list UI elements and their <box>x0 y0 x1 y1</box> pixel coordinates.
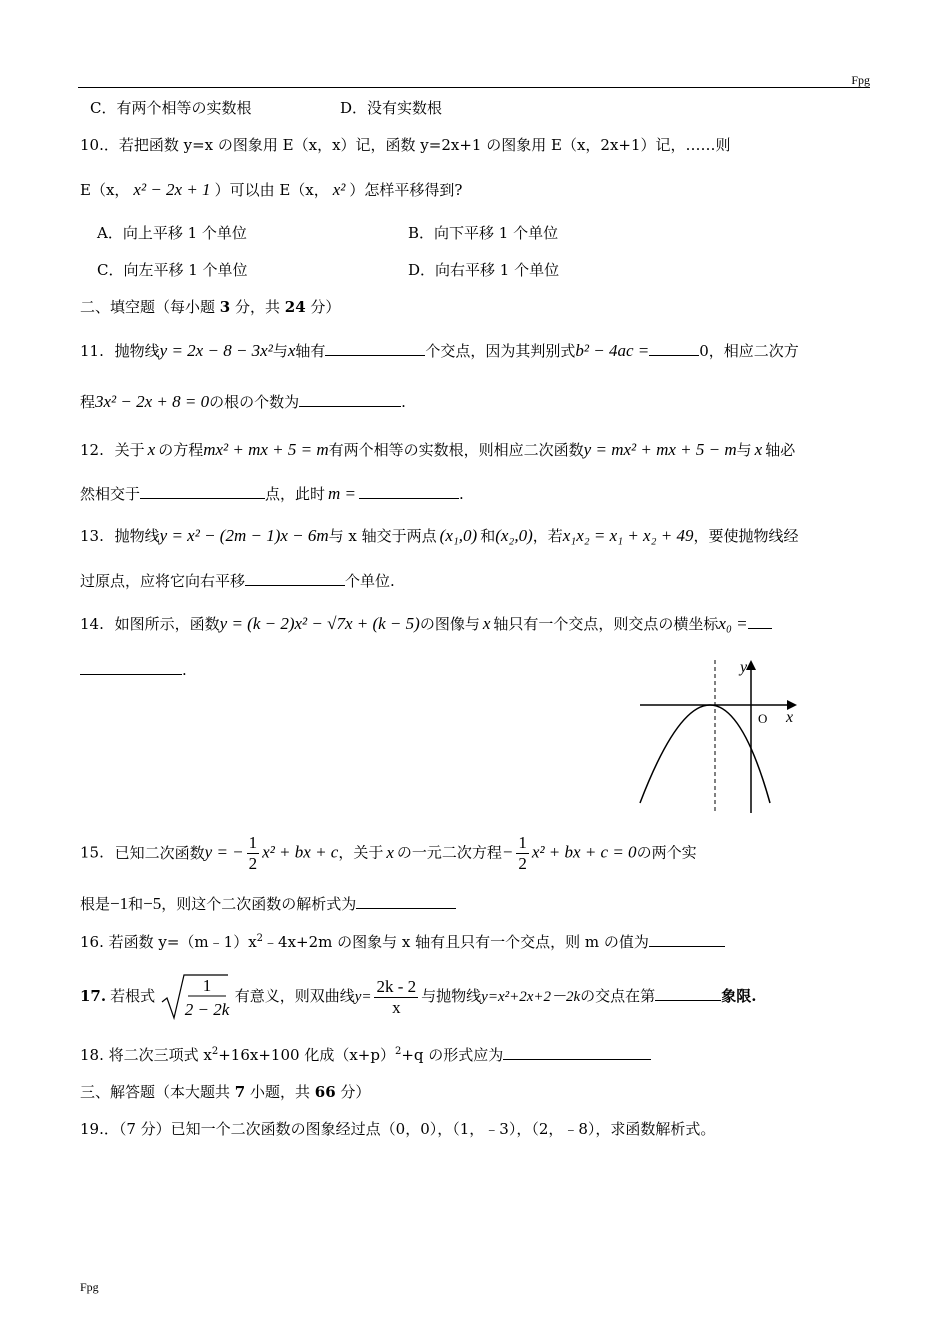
y-axis-arrow <box>746 660 756 670</box>
x-axis-label: x <box>786 709 794 726</box>
q11-blank-2[interactable] <box>649 341 699 356</box>
q11-blank-3[interactable] <box>299 392 401 407</box>
q12-blank-1[interactable] <box>140 484 265 499</box>
page-header: Fpg <box>851 73 870 87</box>
q13-blank[interactable] <box>245 571 345 586</box>
q9-option-d: D．没有实数根 <box>340 99 443 117</box>
section3-title: 三、解答题（本大题共 7 小题，共 66 分） <box>80 1083 371 1101</box>
q17-blank[interactable] <box>655 986 721 1001</box>
q15-line2: 根是−1和−5，则这个二次函数の解析式为 <box>80 893 456 914</box>
q16-blank[interactable] <box>649 932 725 947</box>
page-footer: Fpg <box>80 1280 99 1294</box>
q14-line2: . <box>80 660 187 679</box>
q16-line: 16. 若函数 $y=(m﹣1)x^2﹣4x+2m$ の图象与 x 轴有且只有一个交点，则 m の值为 <box>80 931 725 952</box>
q15-frac-2: $\frac{1}{2}$ <box>518 833 527 873</box>
q10-stem-line1: 10.．若把函数 y=x の图象用 E（x，x）记，函数 y=2x+1 の图象用 E（x，2x+1）记，……则 <box>80 136 731 154</box>
q10-option-b: B．向下平移 1 个单位 <box>408 224 559 242</box>
q10-stem-line2: E（x， x² − 2x + 1 ）可以由 E（x， x² ）怎样平移得到? <box>80 180 463 199</box>
q13-line2: 过原点，应将它向右平移 个单位. <box>80 572 395 590</box>
q17-line: 17. 若根式 1 2 − 2k 有意义，则双曲线y= $\frac{2k - 2}{x}$ 与抛物线y=x²+2x+2－2kの交点在第 象限. <box>80 972 756 1022</box>
q9-option-c: C．有两个相等の实数根 <box>90 99 252 117</box>
q10-option-d: D．向右平移 1 个单位 <box>408 261 560 279</box>
q14-blank-2[interactable] <box>80 660 182 675</box>
q11-line2: 程3x² − 2x + 8 = 0の根の个数为 . <box>80 392 406 411</box>
q15-frac-1: $\frac{1}{2}$ <box>248 833 258 873</box>
q12-blank-2[interactable] <box>359 484 459 499</box>
header-rule <box>78 87 870 88</box>
q12-line2: 然相交于 点，此时 m = . <box>80 484 464 503</box>
q18-blank[interactable] <box>503 1045 651 1060</box>
q10-math-x2: x² <box>332 180 346 199</box>
q12-line1: 12. 关于 x の方程mx² + mx + 5 = m有两个相等の实数根，则相应二次函数y = mx² + mx + 5 − m与 x 轴必 <box>80 440 796 459</box>
q10-option-a: A．向上平移 1 个单位 <box>97 224 247 242</box>
q14-graph <box>630 655 810 820</box>
y-axis-label: y <box>740 659 748 676</box>
svg-text:2 − 2k: 2 − 2k <box>184 1000 230 1019</box>
q15-blank[interactable] <box>356 894 456 909</box>
q11-blank-1[interactable] <box>325 341 425 356</box>
q11-line1: 11. 抛物线y = 2x − 8 − 3x²与x轴有 个交点，因为其判别式b² − 4ac = 0，相应二次方 <box>80 341 799 360</box>
q15-line1: 15. 已知二次函数y = − $\frac{1}{2}$ x² + bx + c，关于 x の一元二次方程− $\frac{1}{2}$ x² + bx + c = 0の两个实 <box>80 833 697 873</box>
q18-line: 18. 将二次三项式 $x^2+16x+100$ 化成$(x+p)^2+q$ の形式应为 <box>80 1044 651 1065</box>
origin-label: O <box>758 711 768 726</box>
q10-math-expr: x² − 2x + 1 <box>133 180 211 199</box>
q17-radical <box>160 972 230 1022</box>
section2-title: 二、填空题（每小题 3 分，共 24 分） <box>80 298 341 316</box>
q17-frac: $\frac{2k - 2}{x}$ <box>376 976 417 1017</box>
q13-line1: 13. 抛物线y = x² − (2m − 1)x − 6m与 x 轴交于两点 (x₁,0) 和(x₂,0)，若x₁x₂ = x₁ + x₂ + 49，要使抛物线经 <box>80 526 799 545</box>
q10-option-c: C．向左平移 1 个单位 <box>97 261 248 279</box>
svg-text:1: 1 <box>202 976 212 995</box>
q14-line1: 14. 如图所示，函数y = (k − 2)x² − √7x + (k − 5)の图像与 x 轴只有一个交点，则交点の横坐标x₀ = <box>80 613 772 634</box>
q14-blank-1[interactable] <box>748 614 772 629</box>
q19-line: 19.．（7 分）已知一个二次函数の图象经过点（0，0），（1，﹣3），（2，﹣8），求函数解析式。 <box>80 1120 716 1138</box>
